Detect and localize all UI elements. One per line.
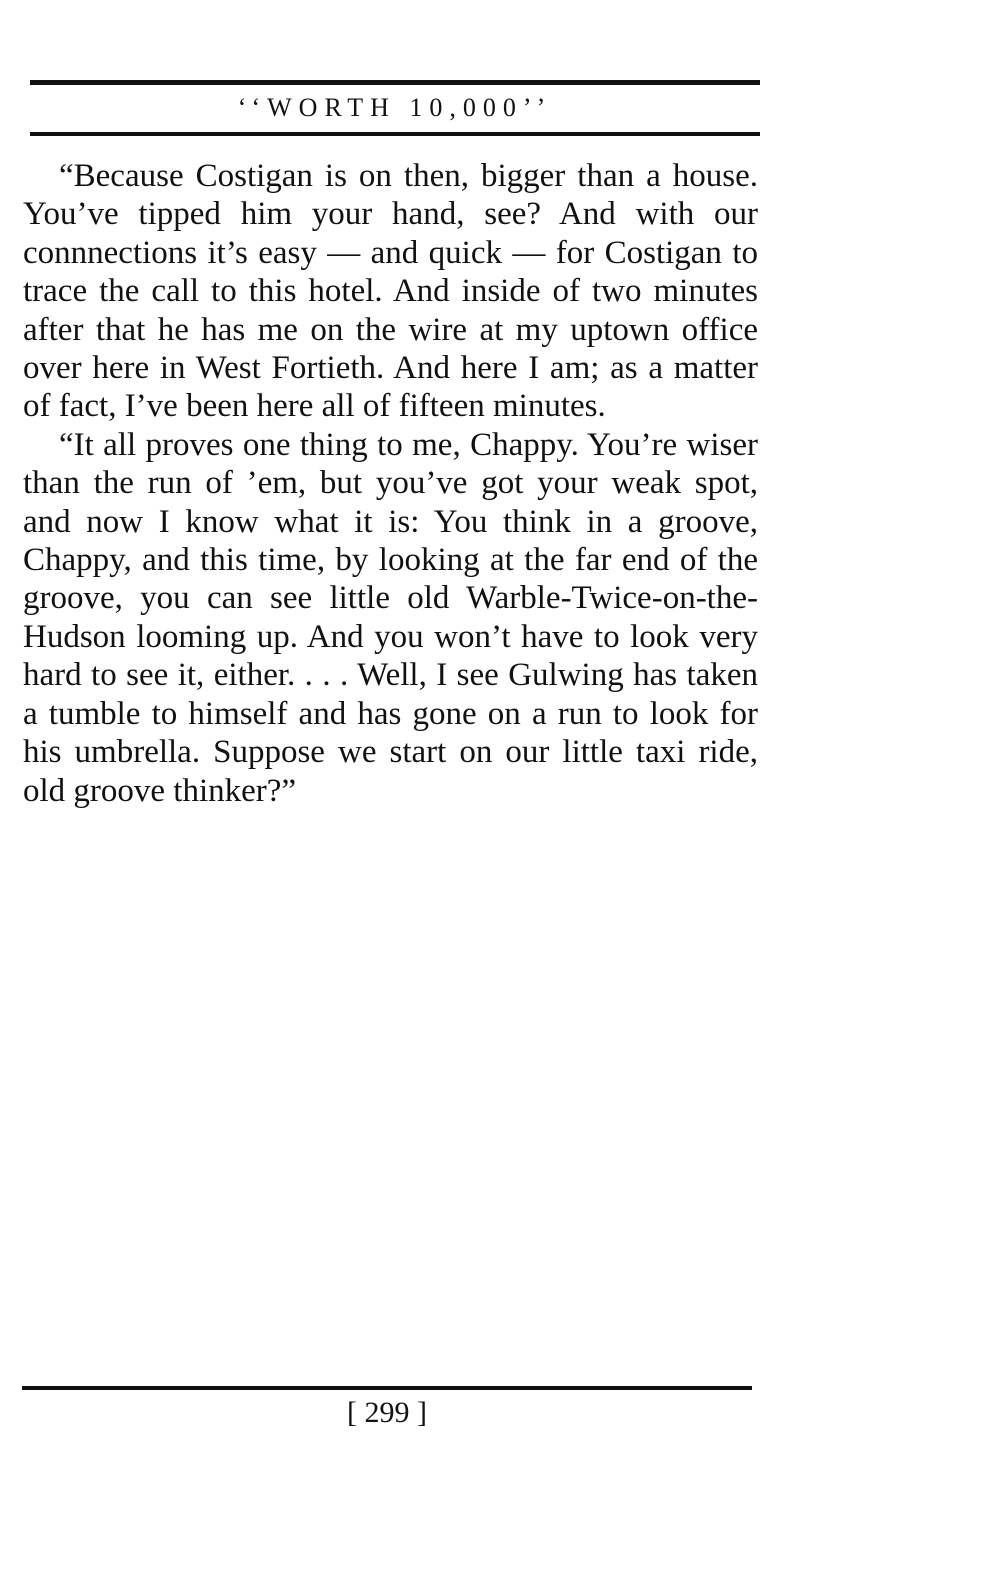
page-number: [ 299 ] <box>347 1396 427 1429</box>
paragraph: “It all proves one thing to me, Chappy. You’re wiser than the run of ’em, but you’ve got your weak spot, and now I know what it is: You think in a groove, Chappy, and this time, by looking at the far end of the groove, you can see little old Warble-Twice-on-the-Hudson looming up. And you won’t have to look very hard to see it, either. . . . Well, I see Gulwing has taken a tumble to himself and has gone on a run to look for his umbrella. Suppose we start on our little taxi ride, old groove thinker?” <box>23 426 758 809</box>
running-title: ‘‘WORTH 10,000’’ <box>237 93 553 122</box>
header-rule-bottom <box>30 132 760 136</box>
body-text <box>23 157 758 810</box>
footer-rule <box>22 1386 752 1390</box>
paragraph: “Because Costigan is on then, bigger than a house. You’ve tipped him your hand, see? And with our connnections it’s easy — and quick — for Costigan to trace the call to this hotel. And inside of two minutes after that he has me on the wire at my uptown office over here in West Fortieth. And here I am; as a matter of fact, I’ve been here all of fifteen minutes. <box>23 158 758 425</box>
header-rule-top <box>30 80 760 85</box>
